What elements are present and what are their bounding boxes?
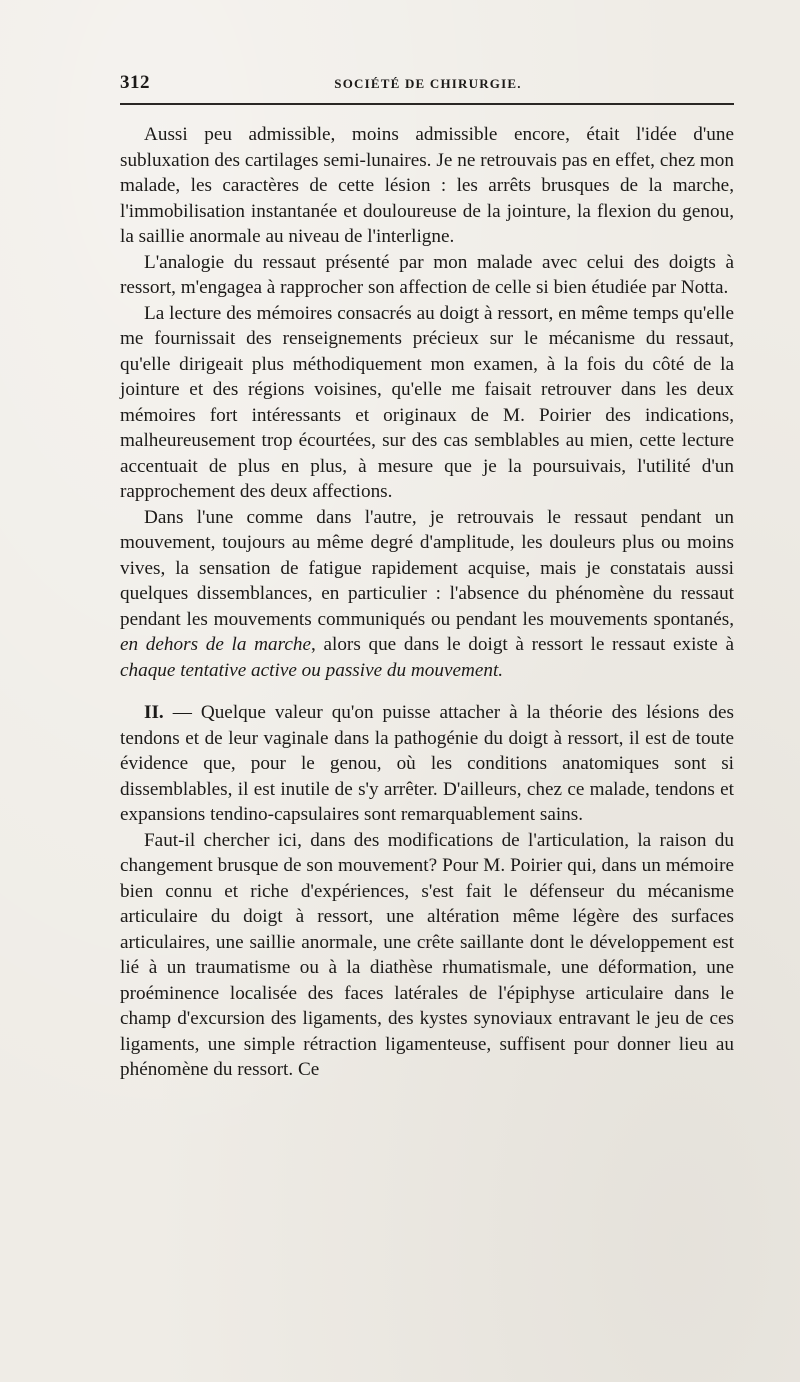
paragraph-dissemblances: [120, 505, 734, 684]
paragraph-text: — Quelque valeur qu'on puisse attacher à la théorie des lésions des tendons et de leur vaginale dans la pathogénie du doigt à ressort, il est de toute évidence que, pour le genou, où les conditions anatomiques sont si dissemblables, il est inutile de s'y arrêter. D'ailleurs, chez ce malade, tendons et expansions tendino-capsulaires sont remarquablement sains.: [120, 702, 735, 825]
paragraph-analogie: [120, 250, 734, 301]
paragraph-section-ii: [120, 700, 734, 828]
body-text: [120, 122, 734, 1083]
section-number: II.: [144, 702, 164, 723]
italic-phrase: en dehors de la marche: [120, 634, 311, 655]
paragraph-text: Aussi peu admissible, moins admissible encore, était l'idée d'une subluxation des cartilages semi-lunaires. Je ne retrouvais pas en effet, chez mon malade, les caractères de cette lésion : les arrêts brusques de la marche, l'immobilisation instantanée et douloureuse de la jointure, la flexion du genou, la saillie anormale au niveau de l'interligne.: [120, 124, 734, 247]
page-header: [120, 72, 736, 98]
paragraph-subluxation: [120, 122, 734, 250]
italic-phrase: chaque tentative active ou passive du mouvement.: [120, 659, 504, 681]
running-title: SOCIÉTÉ DE CHIRURGIE.: [334, 76, 522, 91]
paragraph-poirier: [120, 828, 734, 1083]
paragraph-text: La lecture des mémoires consacrés au doigt à ressort, en même temps qu'elle me fournissait des renseignements précieux sur le mécanisme du ressaut, qu'elle dirigeait plus méthodiquement mon examen, à la fois du côté de la jointure et des régions voisines, qu'elle me faisait retrouver dans les deux mémoires fort intéressants et originaux de M. Poirier des indications, malheureusement trop écourtées, sur des cas semblables au mien, cette lecture accentuait de plus en plus, à mesure que je la poursuivais, l'utilité d'un rapprochement des deux affections.: [120, 302, 734, 502]
paragraph-text: Faut-il chercher ici, dans des modifications de l'articulation, la raison du changement brusque de son mouvement? Pour M. Poirier qui, dans un mémoire bien connu et riche d'expériences, s'est fait le défenseur du mécanisme articulaire du doigt à ressort, une altération même légère des surfaces articulaires, une saillie anormale, une crête saillante dont le développement est lié à un traumatisme ou à la diathèse rhumatismale, une déformation, une proéminence localisée des faces latérales de l'épiphyse articulaire dans le champ d'excursion des ligaments, des kystes synoviaux entravant le jeu de ces ligaments, une simple rétraction ligamenteuse, suffisent pour donner lieu au phénomène du ressort. Ce: [120, 829, 734, 1080]
paragraph-lecture: [120, 301, 734, 505]
paragraph-text: L'analogie du ressaut présenté par mon malade avec celui des doigts à ressort, m'engagea à rapprocher son affection de celle si bien étudiée par Notta.: [120, 251, 734, 298]
header-rule: [120, 103, 734, 105]
paragraph-text: , alors que dans le doigt à ressort le ressaut existe à: [311, 634, 734, 655]
paragraph-text: Dans l'une comme dans l'autre, je retrouvais le ressaut pendant un mouvement, toujours au même degré d'amplitude, les douleurs plus ou moins vives, la sensation de fatigue rapidement acquise, mais je constatais aussi quelques dissemblances, en particulier : l'absence du phénomène du ressaut pendant les mouvements communiqués ou pendant les mouvements spontanés,: [120, 506, 734, 630]
page-number: 312: [120, 72, 150, 93]
